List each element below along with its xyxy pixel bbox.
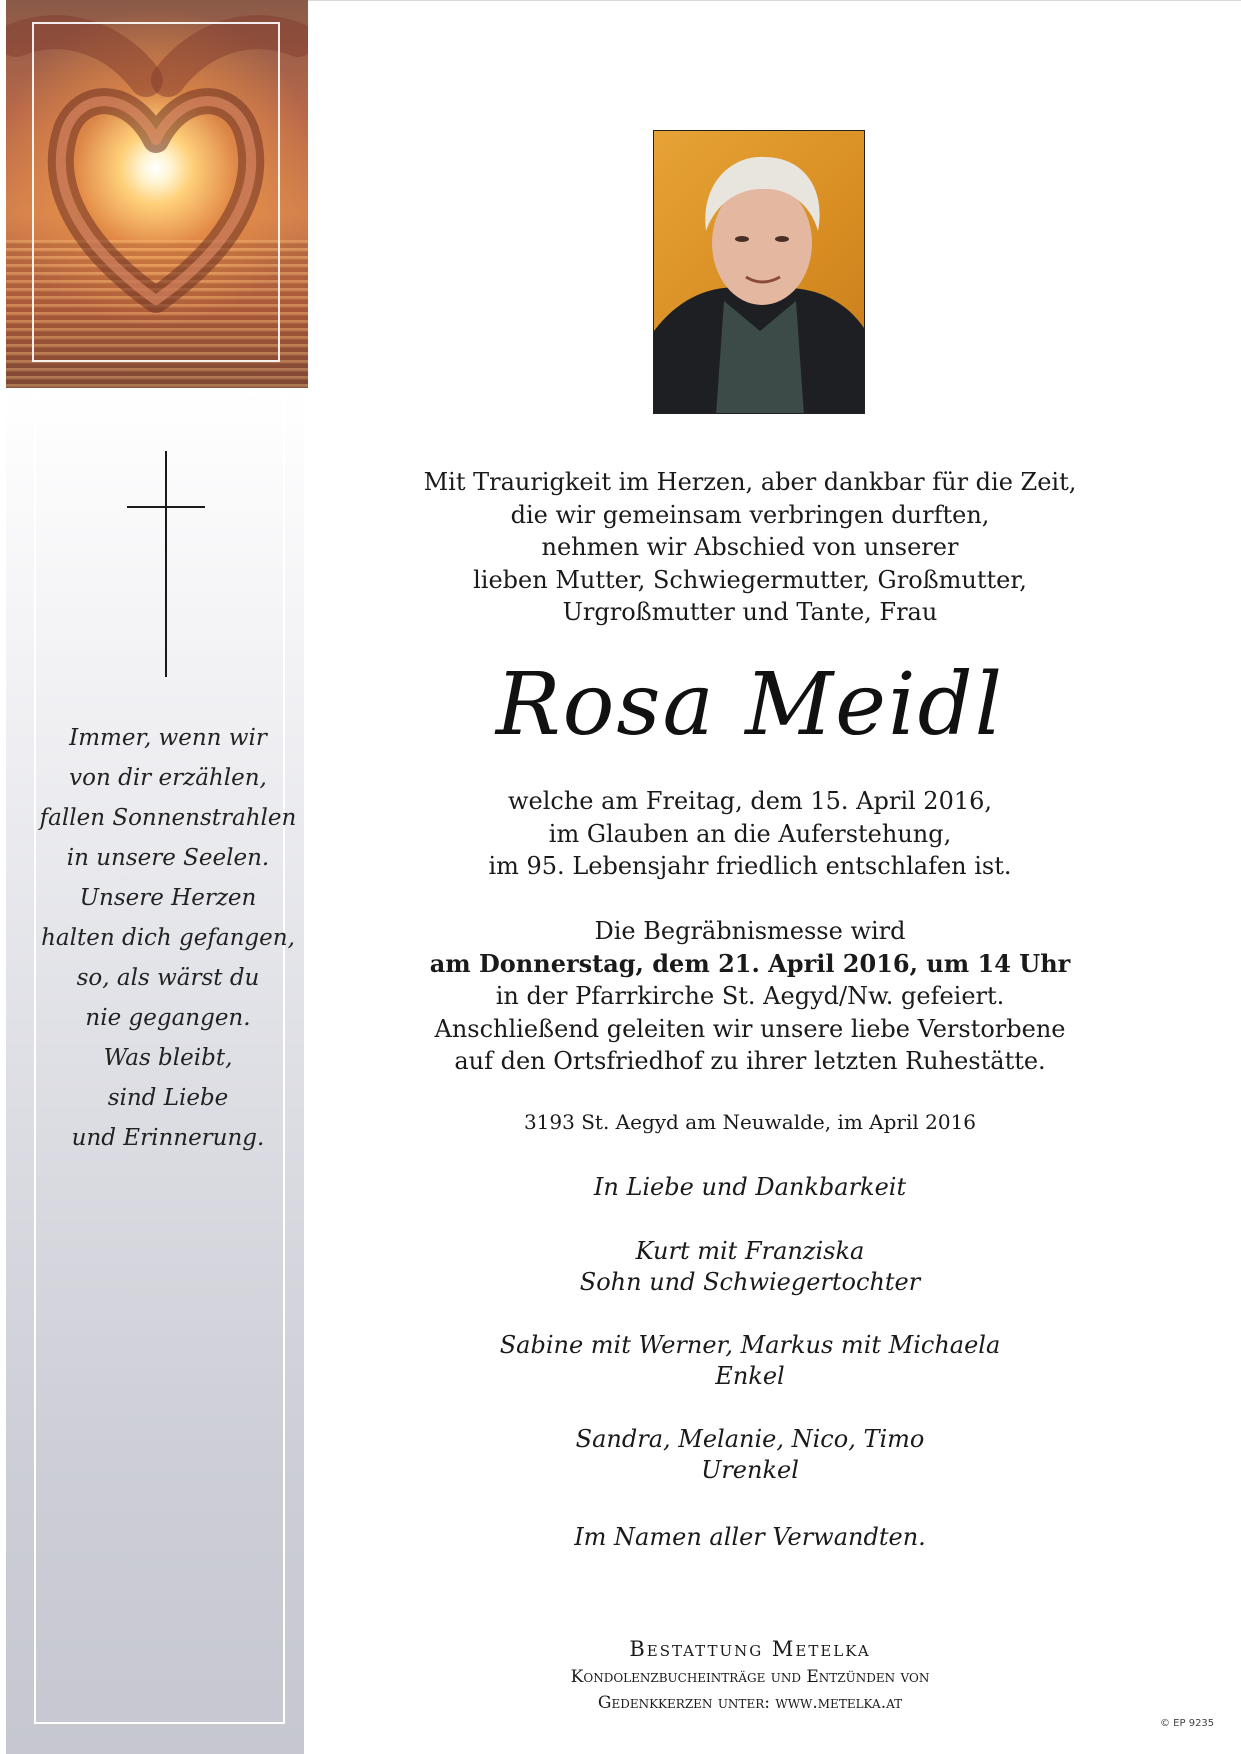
poem-line: so, als wärst du [76, 965, 260, 991]
undertaker-line: Kondolenzbucheinträge und Entzünden von [570, 1667, 930, 1687]
poem-line: in unsere Seelen. [66, 845, 270, 871]
intro-line: lieben Mutter, Schwiegermutter, Großmutter, [473, 565, 1027, 594]
details-line: im 95. Lebensjahr friedlich entschlafen ist. [488, 852, 1012, 880]
undertaker-name: Bestattung Metelka [629, 1637, 871, 1661]
closing-gratitude [400, 1172, 1100, 1203]
funeral-line: auf den Ortsfriedhof zu ihrer letzten Ruhestätte. [454, 1047, 1046, 1075]
poem-line: nie gegangen. [85, 1005, 251, 1031]
heart-sunset-image [6, 0, 308, 388]
intro-line: Mit Traurigkeit im Herzen, aber dankbar für die Zeit, [423, 468, 1077, 496]
grandchildren-names: Sabine mit Werner, Markus mit Michaela [499, 1331, 1001, 1359]
poem-line: sind Liebe [107, 1085, 229, 1111]
closing-son [400, 1236, 1100, 1298]
cross-icon [165, 451, 167, 677]
product-code: © EP 9235 [1160, 1718, 1215, 1729]
signoff-line: Im Namen aller Verwandten. [574, 1523, 926, 1551]
intro-line: nehmen wir Abschied von unserer [541, 533, 959, 561]
funeral-info [400, 915, 1100, 1078]
great-grandchildren-names: Sandra, Melanie, Nico, Timo [575, 1425, 925, 1453]
poem [18, 718, 318, 1158]
closing-great-grandchildren [400, 1424, 1100, 1486]
funeral-line: in der Pfarrkirche St. Aegyd/Nw. gefeiert. [495, 982, 1005, 1010]
poem-line: Was bleibt, [103, 1045, 233, 1071]
poem-line: Unsere Herzen [79, 885, 257, 911]
cross-icon-bar [127, 506, 205, 508]
undertaker-block [400, 1634, 1100, 1716]
grandchildren-relation: Enkel [715, 1362, 785, 1390]
intro-line: die wir gemeinsam verbringen durften, [510, 500, 990, 529]
details-line: welche am Freitag, dem 15. April 2016, [507, 787, 993, 815]
death-details [400, 785, 1100, 883]
funeral-date-time: am Donnerstag, dem 21. April 2016, um 14 Uhr [429, 948, 1071, 978]
top-border-line [300, 0, 1241, 1]
closing-grandchildren [400, 1330, 1100, 1392]
intro-line: Urgroßmutter und Tante, Frau [562, 598, 938, 626]
poem-line: halten dich gefangen, [41, 925, 295, 951]
deceased-name: Rosa Meidl [495, 655, 1005, 755]
poem-line: und Erinnerung. [71, 1125, 265, 1151]
son-names: Kurt mit Franziska [635, 1237, 865, 1265]
undertaker-website: Gedenkkerzen unter: www.metelka.at [597, 1693, 903, 1713]
intro-text [400, 466, 1100, 629]
portrait-photo [653, 130, 865, 414]
great-grandchildren-relation: Urenkel [701, 1456, 799, 1484]
gratitude-line: In Liebe und Dankbarkeit [593, 1173, 907, 1201]
place-date: 3193 St. Aegyd am Neuwalde, im April 2016 [523, 1110, 977, 1134]
poem-line: Immer, wenn wir [69, 725, 267, 751]
poem-line: fallen Sonnenstrahlen [39, 805, 297, 831]
funeral-line: Die Begräbnismesse wird [594, 917, 906, 945]
poem-line: von dir erzählen, [69, 765, 267, 791]
son-relation: Sohn und Schwiegertochter [579, 1268, 921, 1296]
closing-signoff [400, 1522, 1100, 1553]
funeral-line: Anschließend geleiten wir unsere liebe Verstorbene [434, 1014, 1066, 1043]
details-line: im Glauben an die Auferstehung, [548, 819, 952, 848]
